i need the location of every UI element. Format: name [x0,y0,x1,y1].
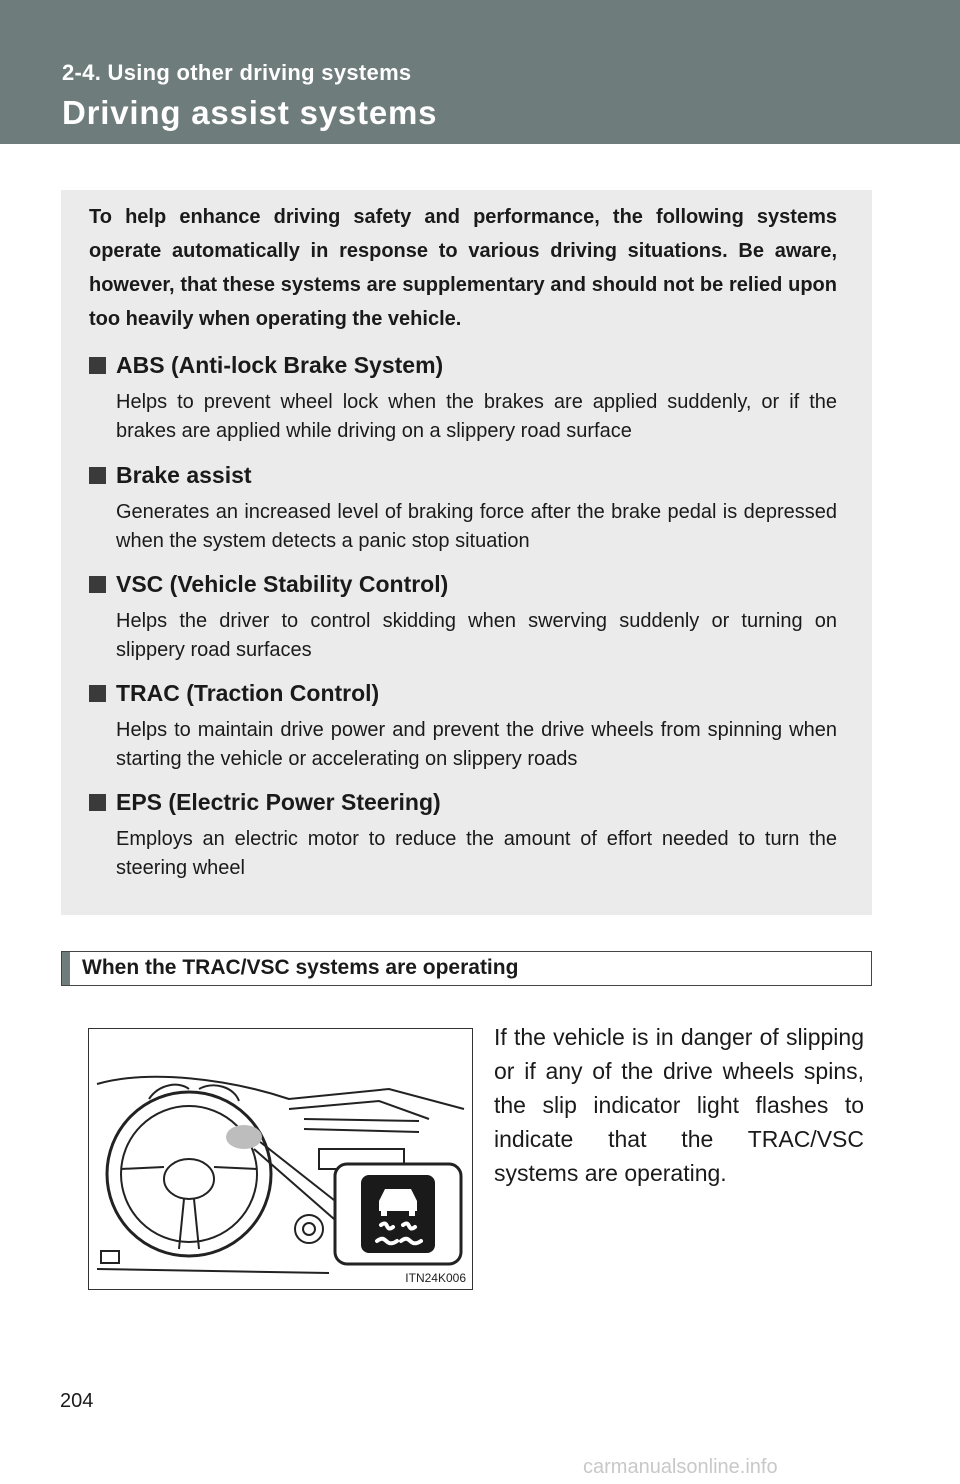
subsection-title: When the TRAC/VSC systems are operating [82,956,519,979]
vent-slat [304,1129,419,1132]
feature-title: VSC (Vehicle Stability Control) [116,570,449,597]
knob [295,1215,323,1243]
feature-brake-assist [89,460,839,556]
feature-eps [89,787,839,883]
steering-spokes [121,1167,257,1249]
steering-hub [164,1159,214,1199]
illustration-code: ITN24K006 [405,1271,466,1285]
heading-accent [62,952,70,985]
page-title: Driving assist systems [62,94,438,131]
feature-title: EPS (Electric Power Steering) [116,788,441,815]
square-bullet-icon [89,794,106,811]
square-bullet-icon [89,685,106,702]
section-label: 2-4. Using other driving systems [62,60,412,85]
subsection-heading [61,951,872,986]
dashboard-illustration [88,1028,473,1290]
page-number: 204 [60,1390,94,1412]
vent-outline [289,1101,429,1119]
vent-slat [304,1119,419,1121]
knob-center [303,1223,315,1235]
feature-title: ABS (Anti-lock Brake System) [116,351,444,378]
square-bullet-icon [89,357,106,374]
feature-trac [89,678,839,774]
indicator-highlight [226,1125,262,1149]
subsection-body: If the vehicle is in danger of slipping or if any of the drive wheels spins, the slip indicator light flashes to indicate that the TRAC/VSC systems are operating. [494,1024,864,1186]
feature-description: Helps to maintain drive power and prevent the drive wheels from spinning when starting the vehicle or accelerating on slippery roads [116,719,837,770]
feature-abs [89,350,839,446]
feature-description: Helps the driver to control skidding when swerving suddenly or turning on slippery road surfaces [116,610,837,661]
feature-description: Helps to prevent wheel lock when the brakes are applied suddenly, or if the brakes are applied while driving on a slippery road surface [116,391,837,442]
dashboard-drawing [89,1029,472,1289]
feature-description: Employs an electric motor to reduce the amount of effort needed to turn the steering wheel [116,828,837,879]
slip-indicator-icon [361,1175,435,1253]
summary-panel [61,190,872,915]
floor-line [97,1269,329,1273]
switch-panel [101,1251,119,1263]
feature-description: Generates an increased level of braking force after the brake pedal is depressed when the system detects a panic stop situation [116,501,837,552]
pointer-line [254,1149,334,1219]
dash-line [97,1077,464,1109]
intro-paragraph: To help enhance driving safety and performance, the following systems operate automatically in response to various driving situations. Be aware, however, that these systems are supplementary and should not be relied upon too heavily when operating the vehicle. [89,206,837,330]
feature-vsc [89,569,839,665]
square-bullet-icon [89,467,106,484]
square-bullet-icon [89,576,106,593]
feature-title: Brake assist [116,461,252,488]
feature-title: TRAC (Traction Control) [116,679,380,706]
watermark: carmanualsonline.info [583,1456,778,1478]
steering-rim [107,1092,271,1256]
